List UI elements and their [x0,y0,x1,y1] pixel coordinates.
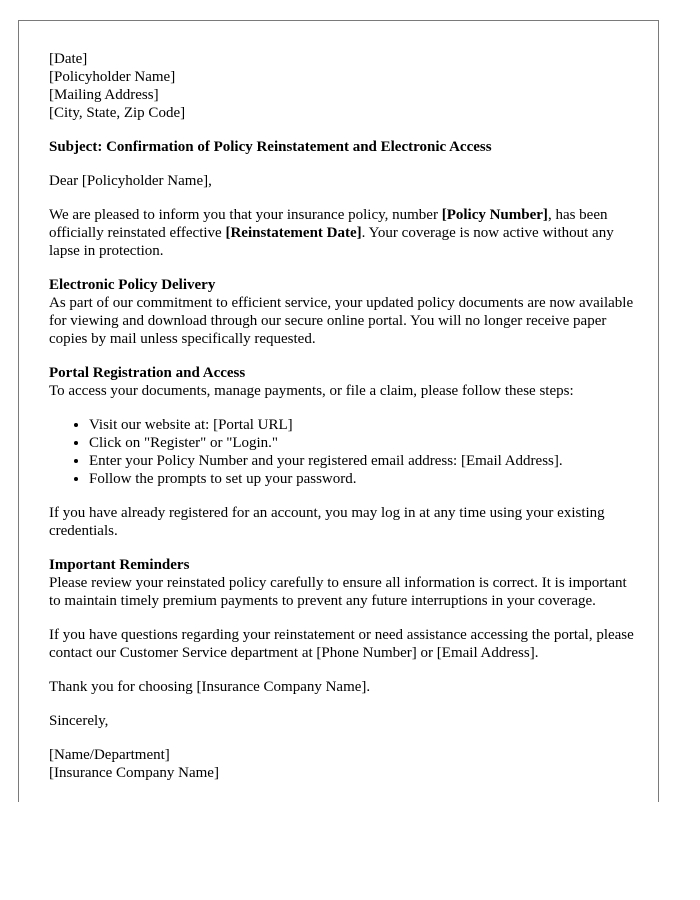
signature-company: [Insurance Company Name] [49,765,219,781]
portal-section [49,364,636,400]
list-item: • Follow the prompts to set up your password. [89,470,636,488]
intro-text-2: , has been officially reinstated effective [49,207,608,241]
reminders-body: Please review your reinstated policy carefully to ensure all information is correct. It is important to maintain timely premium payments to prevent any future interruptions in your coverage. [49,575,627,609]
electronic-delivery-heading: Electronic Policy Delivery [49,277,216,293]
electronic-delivery-section [49,276,636,348]
letter-date: [Date] [49,51,88,67]
recipient-name: [Policyholder Name] [49,69,176,85]
salutation: Dear [Policyholder Name], [49,173,212,189]
thanks-line: Thank you for choosing [Insurance Company Name]. [49,679,371,695]
signature-department: [Name/Department] [49,747,170,763]
subject-line: Subject: Confirmation of Policy Reinstatement and Electronic Access [49,139,492,155]
signature-block [49,746,636,782]
policy-number-placeholder: [Policy Number] [441,207,548,223]
closing-line: Sincerely, [49,713,109,729]
reminders-heading: Important Reminders [49,557,190,573]
intro-text-3: . Your coverage is now active without any lapse in protection. [49,225,614,259]
intro-paragraph [49,206,636,260]
reinstatement-date-placeholder: [Reinstatement Date] [225,225,362,241]
list-item: • Visit our website at: [Portal URL] [89,416,636,434]
portal-body: To access your documents, manage payments, or file a claim, please follow these steps: [49,383,574,399]
electronic-delivery-body: As part of our commitment to efficient service, your updated policy documents are now available for viewing and download through our secure online portal. You will no longer receive paper copies by mail unless specifically requested. [49,295,634,347]
list-item: • Click on "Register" or "Login." [89,434,636,452]
letter-page [18,20,659,802]
list-item: • Enter your Policy Number and your registered email address: [Email Address]. [89,452,636,470]
portal-steps-list [49,416,636,488]
intro-text-1: We are pleased to inform you that your insurance policy, number [49,207,442,223]
portal-heading: Portal Registration and Access [49,365,246,381]
reminders-section [49,556,636,610]
contact-paragraph: If you have questions regarding your reinstatement or need assistance accessing the portal, please contact our Customer Service department at [Phone Number] or [Email Address]. [49,627,634,661]
recipient-address-block [49,50,636,122]
recipient-street: [Mailing Address] [49,87,159,103]
recipient-city: [City, State, Zip Code] [49,105,186,121]
registered-note: If you have already registered for an account, you may log in at any time using your existing credentials. [49,505,605,539]
